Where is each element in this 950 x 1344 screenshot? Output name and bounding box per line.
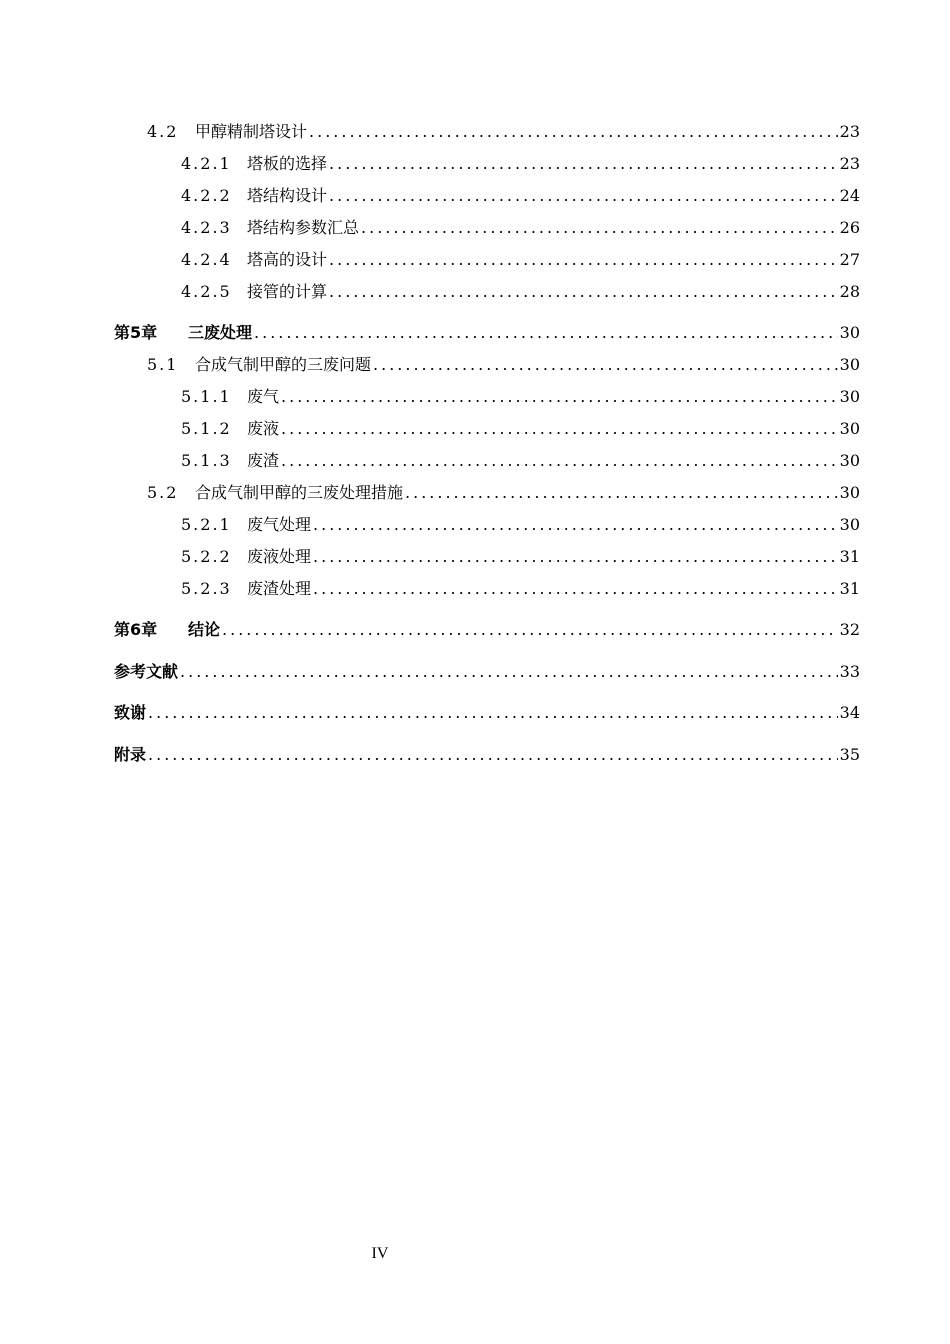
toc-number: 5.1.1 xyxy=(181,387,232,406)
toc-entry-5-1-3[interactable] xyxy=(181,447,860,471)
toc-leader xyxy=(148,745,838,765)
toc-number: 4.2 xyxy=(147,122,179,141)
toc-entry-5-1[interactable] xyxy=(147,351,860,375)
toc-leader xyxy=(373,355,838,375)
toc-leader xyxy=(405,483,838,503)
toc-page: 30 xyxy=(839,483,860,502)
toc-number: 4.2.3 xyxy=(181,218,232,237)
toc-page: 30 xyxy=(839,451,860,470)
toc-number: 第5章 xyxy=(114,323,158,342)
toc-number: 4.2.1 xyxy=(181,154,232,173)
toc-number: 5.1.2 xyxy=(181,419,232,438)
toc-leader xyxy=(222,620,838,640)
toc-entry-4-2-3[interactable] xyxy=(181,214,860,238)
toc-entry-4-2-1[interactable] xyxy=(181,150,860,174)
toc-page: 35 xyxy=(839,745,860,764)
toc-title: 废气 xyxy=(247,387,280,406)
toc-page: 30 xyxy=(839,515,860,534)
toc-leader xyxy=(148,703,838,723)
toc-leader xyxy=(281,451,838,471)
toc-page: 32 xyxy=(839,620,860,639)
toc-leader xyxy=(329,186,838,206)
toc-page: 33 xyxy=(839,662,860,681)
toc-leader xyxy=(281,419,838,439)
toc-entry-chapter-5[interactable] xyxy=(114,319,860,343)
toc-title: 废渣 xyxy=(247,451,280,470)
toc-page: 23 xyxy=(839,122,860,141)
toc-page: 34 xyxy=(839,703,860,722)
toc-entry-5-2-1[interactable] xyxy=(181,511,860,535)
toc-leader xyxy=(309,122,838,142)
toc-number: 5.1.3 xyxy=(181,451,232,470)
toc-page: 31 xyxy=(839,579,860,598)
toc-leader xyxy=(313,547,838,567)
toc-leader xyxy=(313,515,838,535)
toc-leader xyxy=(329,282,838,302)
toc-title: 合成气制甲醇的三废问题 xyxy=(195,355,372,374)
toc-title: 合成气制甲醇的三废处理措施 xyxy=(195,483,404,502)
toc-number: 5.2.3 xyxy=(181,579,232,598)
toc-title: 废液处理 xyxy=(247,547,312,566)
toc-number: 第6章 xyxy=(114,620,158,639)
toc-leader xyxy=(313,579,838,599)
toc-entry-4-2-4[interactable] xyxy=(181,246,860,270)
toc-leader xyxy=(329,250,838,270)
toc-title: 塔结构设计 xyxy=(247,186,328,205)
toc-title: 接管的计算 xyxy=(247,282,328,301)
toc-page: 30 xyxy=(839,419,860,438)
toc-page: 24 xyxy=(839,186,860,205)
toc-title: 参考文献 xyxy=(114,662,179,681)
toc-leader xyxy=(281,387,838,407)
toc-title: 三废处理 xyxy=(188,323,253,342)
toc-leader xyxy=(361,218,838,238)
toc-page: 30 xyxy=(839,355,860,374)
toc-entry-4-2-2[interactable] xyxy=(181,182,860,206)
toc-entry-references[interactable] xyxy=(114,658,860,682)
toc-title: 废渣处理 xyxy=(247,579,312,598)
toc-title: 废气处理 xyxy=(247,515,312,534)
toc-number: 5.2.2 xyxy=(181,547,232,566)
toc-entry-4-2[interactable] xyxy=(147,118,860,142)
toc-entry-5-2-3[interactable] xyxy=(181,575,860,599)
toc-page: 30 xyxy=(839,323,860,342)
toc-entry-5-2-2[interactable] xyxy=(181,543,860,567)
toc-entry-5-1-1[interactable] xyxy=(181,383,860,407)
page-number-footer: IV xyxy=(371,1245,389,1262)
toc-entry-chapter-6[interactable] xyxy=(114,616,860,640)
toc-number: 5.2.1 xyxy=(181,515,232,534)
toc-title: 废液 xyxy=(247,419,280,438)
toc-page: 27 xyxy=(839,250,860,269)
toc-page: 23 xyxy=(839,154,860,173)
toc-entry-appendix[interactable] xyxy=(114,741,860,765)
toc-title: 甲醇精制塔设计 xyxy=(195,122,308,141)
toc-title: 塔板的选择 xyxy=(247,154,328,173)
toc-leader xyxy=(254,323,838,343)
toc-title: 塔结构参数汇总 xyxy=(247,218,360,237)
toc-entry-5-2[interactable] xyxy=(147,479,860,503)
toc-number: 4.2.5 xyxy=(181,282,232,301)
toc-page: 26 xyxy=(839,218,860,237)
toc-number: 5.1 xyxy=(147,355,179,374)
toc-entry-4-2-5[interactable] xyxy=(181,278,860,302)
toc-page: 28 xyxy=(839,282,860,301)
toc-title: 塔高的设计 xyxy=(247,250,328,269)
toc-page: 30 xyxy=(839,387,860,406)
toc-title: 结论 xyxy=(188,620,221,639)
toc-number: 4.2.4 xyxy=(181,250,232,269)
toc-title: 致谢 xyxy=(114,703,147,722)
toc-number: 5.2 xyxy=(147,483,179,502)
toc-title: 附录 xyxy=(114,745,147,764)
toc-entry-5-1-2[interactable] xyxy=(181,415,860,439)
toc-leader xyxy=(329,154,838,174)
toc-leader xyxy=(180,662,838,682)
toc-page: 31 xyxy=(839,547,860,566)
toc-number: 4.2.2 xyxy=(181,186,232,205)
toc-entry-acknowledgements[interactable] xyxy=(114,699,860,723)
